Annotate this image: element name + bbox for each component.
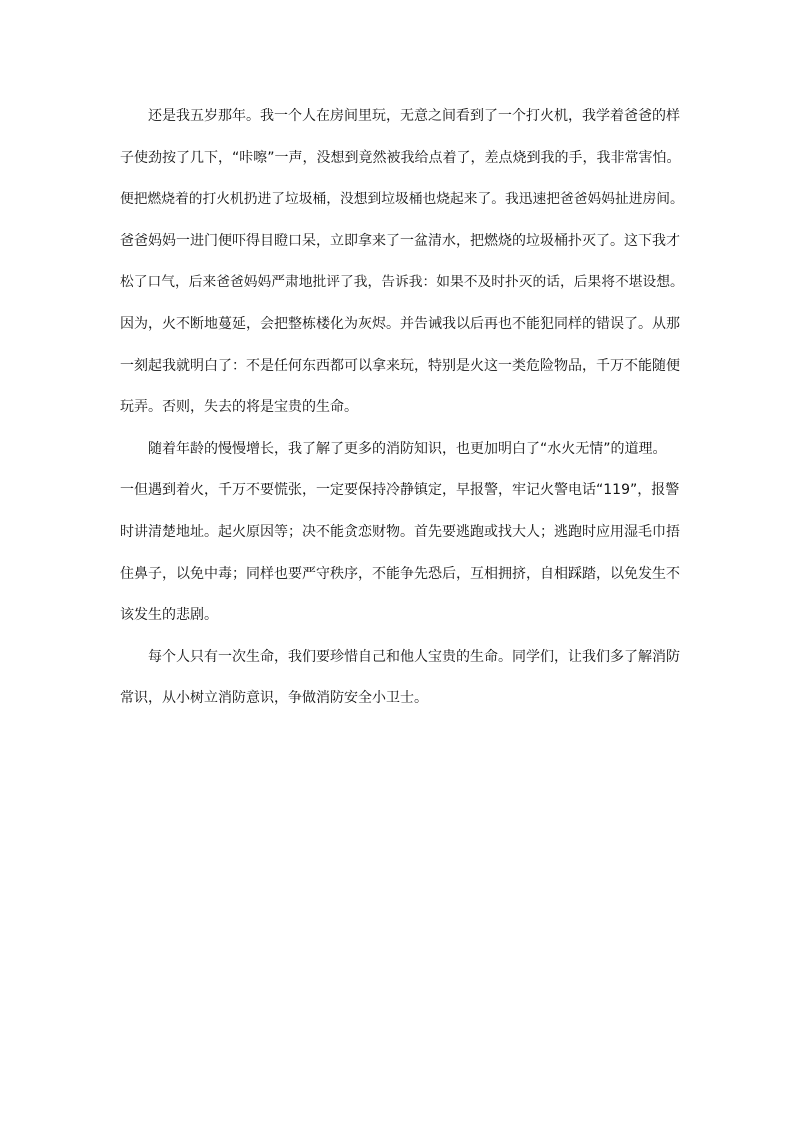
- text-line: 因为，火不断地蔓延，会把整栋楼化为灰烬。并告诫我以后再也不能犯同样的错误了。从那: [120, 315, 680, 332]
- essay-body: [120, 101, 690, 725]
- paragraph-2: [120, 434, 690, 642]
- text-line: 该发生的悲剧。: [120, 607, 218, 624]
- text-line: 便把燃烧着的打火机扔进了垃圾桶，没想到垃圾桶也烧起来了。我迅速把爸爸妈妈扯进房间。: [120, 191, 684, 208]
- text-line: 一刻起我就明白了：不是任何东西都可以拿来玩，特别是火这一类危险物品，千万不能随便: [120, 357, 680, 374]
- paragraph-3: [120, 642, 690, 725]
- text-line: 一但遇到着火，千万不要慌张，一定要保持冷静镇定，早报警，牢记火警电话“119”，报警: [120, 482, 680, 499]
- text-line: 时讲清楚地址。起火原因等；决不能贪恋财物。首先要逃跑或找大人；逃跑时应用湿毛巾捂: [120, 523, 680, 540]
- text-line: 玩弄。否则，失去的将是宝贵的生命。: [120, 399, 358, 416]
- text-line: 子使劲按了几下，“咔嚓”一声，没想到竟然被我给点着了，差点烧到我的手，我非常害怕。: [120, 149, 681, 166]
- text-line: 爸爸妈妈一进门便吓得目瞪口呆，立即拿来了一盆清水，把燃烧的垃圾桶扑灭了。这下我才: [120, 232, 680, 249]
- paragraph-1: [120, 101, 690, 434]
- text-line: 每个人只有一次生命，我们要珍惜自己和他人宝贵的生命。同学们，让我们多了解消防: [148, 648, 680, 665]
- text-line: 住鼻子，以免中毒；同样也要严守秩序，不能争先恐后，互相拥挤，自相踩踏，以免发生不: [120, 565, 680, 582]
- text-line: 还是我五岁那年。我一个人在房间里玩，无意之间看到了一个打火机，我学着爸爸的样: [148, 108, 680, 124]
- text-line: 常识，从小树立消防意识，争做消防安全小卫士。: [120, 690, 428, 707]
- text-line: 松了口气，后来爸爸妈妈严肃地批评了我，告诉我：如果不及时扑灭的话，后果将不堪设想。: [120, 274, 684, 291]
- text-line: 随着年龄的慢慢增长，我了解了更多的消防知识，也更加明白了“水火无情”的道理。: [148, 440, 667, 457]
